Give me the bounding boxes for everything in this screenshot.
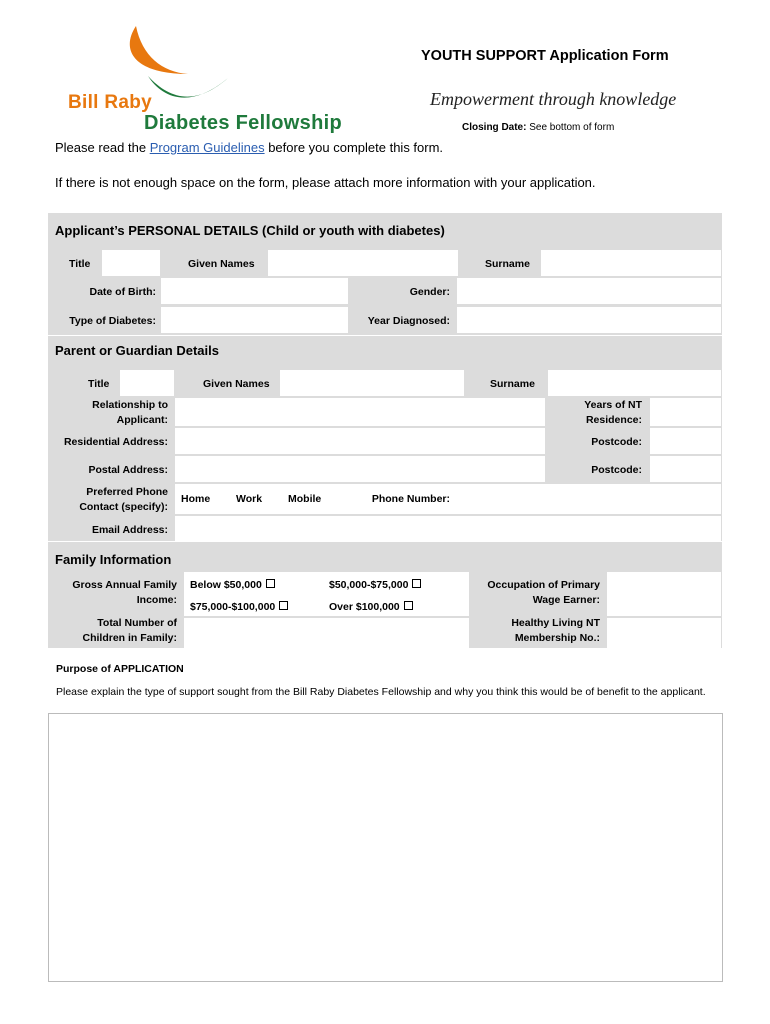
applicant-title-label: Title (69, 258, 91, 270)
logo-text-bill-raby: Bill Raby (68, 92, 152, 113)
logo (62, 22, 372, 140)
residential-address-label: Residential Address: (63, 436, 168, 448)
purpose-heading: Purpose of APPLICATION (56, 663, 184, 675)
years-label-line1: Years of NT (584, 399, 642, 411)
gender-label: Gender: (409, 286, 450, 298)
phone-number-label: Phone Number: (371, 493, 450, 505)
years-label-line2: Residence: (585, 414, 642, 426)
postal-address-label: Postal Address: (88, 464, 168, 476)
relationship-field[interactable] (175, 398, 545, 426)
checkbox-icon[interactable] (266, 579, 275, 588)
healthy-living-line1: Healthy Living NT (511, 617, 600, 629)
purpose-instructions: Please explain the type of support sought from the Bill Raby Diabetes Fellowship and why you think this would be of benefit to the applicant. (56, 686, 706, 698)
checkbox-icon[interactable] (279, 601, 288, 610)
tagline: Empowerment through knowledge (430, 89, 677, 109)
family-section (48, 542, 722, 648)
logo-text-diabetes-fellowship: Diabetes Fellowship (144, 112, 342, 134)
intro-line-1 (55, 140, 443, 155)
closing-date (462, 122, 614, 133)
intro-line-2: If there is not enough space on the form, please attach more information with your application. (55, 175, 596, 190)
postal-postcode-label: Postcode: (591, 464, 642, 476)
year-diagnosed-label: Year Diagnosed: (367, 315, 450, 327)
type-of-diabetes-field[interactable] (161, 307, 348, 333)
parent-section (48, 336, 722, 541)
income-options (184, 572, 469, 616)
closing-date-label: Closing Date: (462, 122, 527, 133)
home-option[interactable]: Home (181, 493, 211, 505)
checkbox-icon[interactable] (412, 579, 421, 588)
healthy-living-label (472, 616, 600, 646)
parent-section-heading: Parent or Guardian Details (55, 343, 219, 358)
total-children-line2: Children in Family: (82, 632, 177, 644)
parent-given-names-label: Given Names (203, 378, 270, 390)
income-75000-100000[interactable] (190, 600, 288, 615)
applicant-given-names-field[interactable] (268, 250, 458, 276)
relationship-label (54, 398, 168, 428)
income-50000-75000-label: $50,000-$75,000 (329, 579, 409, 591)
parent-surname-label: Surname (490, 378, 535, 390)
preferred-phone-line1: Preferred Phone (86, 486, 168, 498)
occupation-line2: Wage Earner: (532, 594, 600, 606)
total-children-line1: Total Number of (97, 617, 177, 629)
applicant-given-names-label: Given Names (188, 258, 255, 270)
email-address-label: Email Address: (91, 524, 168, 536)
intro-text: before you complete this form. (264, 140, 444, 155)
closing-date-value: See bottom of form (529, 122, 615, 133)
income-50000-75000[interactable] (329, 578, 421, 593)
parent-title-label: Title (88, 378, 110, 390)
parent-given-names-field[interactable] (280, 370, 464, 396)
applicant-title-field[interactable] (102, 250, 160, 276)
gross-income-line1: Gross Annual Family (72, 579, 177, 591)
income-75000-100000-label: $75,000-$100,000 (190, 601, 276, 613)
total-children-field[interactable] (184, 618, 469, 648)
occupation-line1: Occupation of Primary (487, 579, 600, 591)
applicant-surname-label: Surname (485, 258, 530, 270)
phone-number-field[interactable] (457, 484, 721, 514)
total-children-label (54, 616, 177, 646)
intro-text: Please read the (55, 140, 150, 155)
residential-postcode-field[interactable] (650, 428, 721, 454)
applicant-section (48, 213, 722, 335)
preferred-phone-line2: Contact (specify): (79, 501, 168, 513)
email-address-field[interactable] (175, 516, 721, 541)
residential-address-field[interactable] (175, 428, 545, 454)
work-option[interactable]: Work (236, 493, 263, 505)
applicant-surname-field[interactable] (541, 250, 721, 276)
checkbox-icon[interactable] (404, 601, 413, 610)
healthy-living-line2: Membership No.: (514, 632, 600, 644)
year-diagnosed-field[interactable] (457, 307, 721, 333)
applicant-section-heading: Applicant’s PERSONAL DETAILS (Child or youth with diabetes) (55, 223, 445, 238)
purpose-textarea[interactable] (48, 713, 723, 982)
parent-title-field[interactable] (120, 370, 174, 396)
gross-income-label (54, 578, 177, 608)
healthy-living-field[interactable] (607, 618, 721, 648)
gross-income-line2: Income: (136, 594, 177, 606)
dob-label: Date of Birth: (89, 286, 156, 298)
family-section-heading: Family Information (55, 552, 172, 567)
type-of-diabetes-label: Type of Diabetes: (69, 315, 156, 327)
dob-field[interactable] (161, 278, 348, 304)
income-below-50000-label: Below $50,000 (190, 579, 262, 591)
program-guidelines-link[interactable]: Program Guidelines (149, 140, 265, 155)
income-over-100000[interactable] (329, 600, 413, 615)
postal-address-field[interactable] (175, 456, 545, 482)
years-nt-residence-label (548, 398, 642, 428)
preferred-phone-label (54, 485, 168, 515)
years-nt-residence-field[interactable] (650, 398, 721, 426)
occupation-label (472, 578, 600, 608)
residential-postcode-label: Postcode: (591, 436, 642, 448)
gender-field[interactable] (457, 278, 721, 304)
mobile-option[interactable]: Mobile (288, 493, 322, 505)
relationship-label-line1: Relationship to (92, 399, 168, 411)
form-title: YOUTH SUPPORT Application Form (421, 48, 669, 64)
postal-postcode-field[interactable] (650, 456, 721, 482)
parent-surname-field[interactable] (548, 370, 721, 396)
occupation-field[interactable] (607, 572, 721, 616)
income-below-50000[interactable] (190, 578, 275, 593)
income-over-100000-label: Over $100,000 (329, 601, 400, 613)
relationship-label-line2: Applicant: (116, 414, 168, 426)
